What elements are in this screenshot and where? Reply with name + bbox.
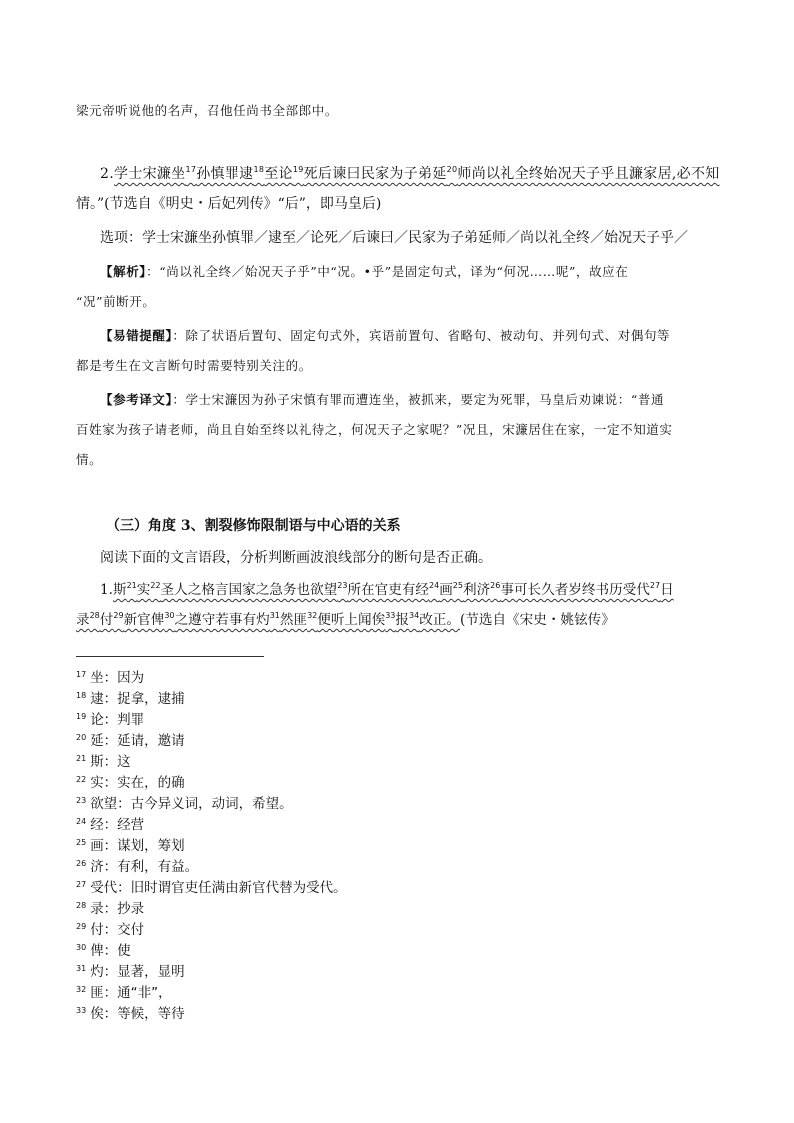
footnote-marker: 20 <box>446 165 458 174</box>
q2-wavy-passage <box>114 166 720 182</box>
footnote-marker: 34 <box>409 611 420 620</box>
footnote-marker: 25 <box>452 581 463 590</box>
text-segment: 画：谋划，筹划 <box>90 838 185 854</box>
analysis-label: 【解析】 <box>100 264 147 279</box>
text-segment: ：除了状语后置句、固定句式外，宾语前置句、省略句、被动句、并列句式、对偶句等 <box>172 328 671 343</box>
text-segment: 坐：因为 <box>90 670 145 686</box>
text-segment: 新官俾 <box>123 612 165 628</box>
text-segment: 实：实在，的确 <box>90 775 185 791</box>
text-segment: 受代：旧时谓官吏任满由新官代替为受代。 <box>90 880 347 896</box>
footnote-separator <box>76 656 264 657</box>
footnote-marker: 28 <box>89 611 100 620</box>
footnote-marker: 20 <box>76 733 87 742</box>
footnote <box>76 752 131 772</box>
footnote <box>76 836 185 856</box>
ref-label: 【参考译文】 <box>100 392 173 407</box>
text-segment: ：学士宋濂因为孙子宋慎有罪而遭连坐，被抓来，要定为死罪，马皇后劝谏说：“普通 <box>172 392 665 407</box>
text-segment: 之遵守若事有灼 <box>174 612 270 628</box>
footnote-marker: 26 <box>490 581 501 590</box>
q2-number: 2. <box>100 166 114 182</box>
footnote-marker: 18 <box>76 691 87 700</box>
footnote <box>76 899 144 919</box>
q1-wavy-passage-1 <box>113 582 674 598</box>
footnote-marker: 31 <box>76 964 87 973</box>
footnote-marker: 27 <box>76 880 87 889</box>
text-segment: 死后谏曰民家为子弟延 <box>303 166 447 182</box>
text-segment: 事可长久者岁终书历受代 <box>500 582 650 598</box>
footnote-marker: 27 <box>649 581 661 590</box>
footnote <box>76 731 185 751</box>
footnote <box>76 878 347 898</box>
section3-instruction: 阅读下面的文言语段，分析判断画波浪线部分的断句是否正确。 <box>100 550 492 566</box>
q2-passage-line2: 情。”(节选自《明史・后妃列传》“后”，即马皇后) <box>76 196 382 212</box>
text-segment: 欲望：古今异义词，动词，希望。 <box>90 796 293 812</box>
text-segment: 学士宋濂坐 <box>113 166 186 182</box>
text-segment: 斯 <box>112 582 127 598</box>
text-segment: 日 <box>660 582 674 598</box>
footnote <box>76 1004 185 1024</box>
text-segment: 至论 <box>264 166 293 182</box>
text-segment: 灼：显著，显明 <box>90 964 185 980</box>
footnote-marker: 24 <box>76 817 87 826</box>
q1-wavy-passage-2 <box>76 612 460 628</box>
footnote <box>76 815 144 835</box>
footnote <box>76 710 144 730</box>
text-segment: 录：抄录 <box>90 901 145 917</box>
footnote <box>76 857 198 877</box>
footnote-marker: 21 <box>76 754 87 763</box>
text-segment: 付：交付 <box>90 922 145 938</box>
q1-number: 1. <box>100 582 113 598</box>
text-segment: 画 <box>439 582 453 598</box>
tip-label: 【易错提醒】 <box>100 328 173 343</box>
footnote-marker: 32 <box>76 985 87 994</box>
footnote <box>76 941 131 961</box>
text-segment: 斯：这 <box>90 754 131 770</box>
text-segment: 师尚以礼全终始况天子乎且濂家居,必不知 <box>457 166 720 182</box>
footnote-marker: 30 <box>76 943 87 952</box>
q2-ref-line1 <box>100 390 726 410</box>
footnote-marker: 32 <box>307 611 318 620</box>
q2-passage-line1 <box>100 164 726 184</box>
footnote-marker: 17 <box>185 165 197 174</box>
text-segment: 论：判罪 <box>90 712 145 728</box>
section3-passage-line2 <box>76 610 726 630</box>
footnote-marker: 23 <box>337 581 348 590</box>
footnote-marker: 26 <box>76 859 87 868</box>
footnote-marker: 21 <box>126 581 137 590</box>
footnote-marker: 22 <box>150 581 161 590</box>
text-segment: ：“尚以礼全终／始况天子乎”中“况。•乎”是固定句式，译为“何况……呢”，故应在 <box>146 264 629 279</box>
text-segment: 延：延请，邀请 <box>90 733 185 749</box>
text-segment: 孙慎罪逮 <box>196 166 254 182</box>
footnote <box>76 689 185 709</box>
text-segment: 付 <box>99 612 114 628</box>
footnote <box>76 773 185 793</box>
footnote-marker: 31 <box>269 611 280 620</box>
footnote-marker: 25 <box>76 838 87 847</box>
footnote-marker: 18 <box>253 165 265 174</box>
footnote-marker: 30 <box>164 611 175 620</box>
text-segment: 匪：通“非”， <box>90 985 172 1001</box>
footnote-marker: 28 <box>76 901 87 910</box>
footnote-marker: 23 <box>76 796 87 805</box>
text-segment: 经：经营 <box>90 817 145 833</box>
footnote-marker: 22 <box>76 775 87 784</box>
text-segment: 改正。 <box>419 612 460 628</box>
footnote <box>76 983 172 1003</box>
text-segment: 录 <box>76 612 90 628</box>
footnote <box>76 794 293 814</box>
footnote-marker: 19 <box>292 165 304 174</box>
text-segment: 便听上闻俟 <box>317 612 386 628</box>
section3-passage-line1 <box>100 580 726 600</box>
footnote-marker: 19 <box>76 712 87 721</box>
footnote-marker: 17 <box>76 670 87 679</box>
q2-ref-line3: 情。 <box>76 452 103 467</box>
text-segment: 然匪 <box>279 612 308 628</box>
footnote-marker: 33 <box>385 611 396 620</box>
footnote <box>76 920 144 940</box>
q2-tip-line1 <box>100 326 726 346</box>
section3-heading: （三）角度 3、割裂修饰限制语与中心语的关系 <box>106 518 401 534</box>
text-segment: 所在官吏有经 <box>347 582 430 598</box>
text-segment: 圣人之格言国家之急务也欲望 <box>160 582 338 598</box>
text-segment: 利济 <box>462 582 491 598</box>
q2-tip-line2: 都是考生在文言断句时需要特别关注的。 <box>76 358 312 373</box>
q2-analysis-line2: “况”前断开。 <box>76 294 156 309</box>
footnote <box>76 668 144 688</box>
text-segment: 俟：等候，等待 <box>90 1006 185 1022</box>
footnote-marker: 29 <box>76 922 87 931</box>
q2-ref-line2: 百姓家为孩子请老师，尚且自始至终以礼待之，何况天子之家呢？”况且，宋濂居住在家，一定不知道实 <box>76 422 673 437</box>
text-segment: 逮：捉拿，逮捕 <box>90 691 185 707</box>
footnote <box>76 962 185 982</box>
text-segment: 实 <box>136 582 151 598</box>
text-segment: 俾：使 <box>90 943 131 959</box>
text-segment: 济：有利，有益。 <box>90 859 199 875</box>
footnote-marker: 29 <box>113 611 124 620</box>
q1-source: (节选自《宋史・姚铉传》 <box>459 612 615 628</box>
q2-options: 选项：学士宋濂坐孙慎罪／逮至／论死／后谏曰／民家为子弟延师／尚以礼全终／始况天子乎／ <box>100 230 688 246</box>
footnote-marker: 24 <box>429 581 440 590</box>
footnote-marker: 33 <box>76 1006 87 1015</box>
text-segment: 报 <box>395 612 409 628</box>
q2-analysis-line1 <box>100 262 726 282</box>
top-translation: 梁元帝听说他的名声，召他任尚书全部郎中。 <box>76 103 339 118</box>
